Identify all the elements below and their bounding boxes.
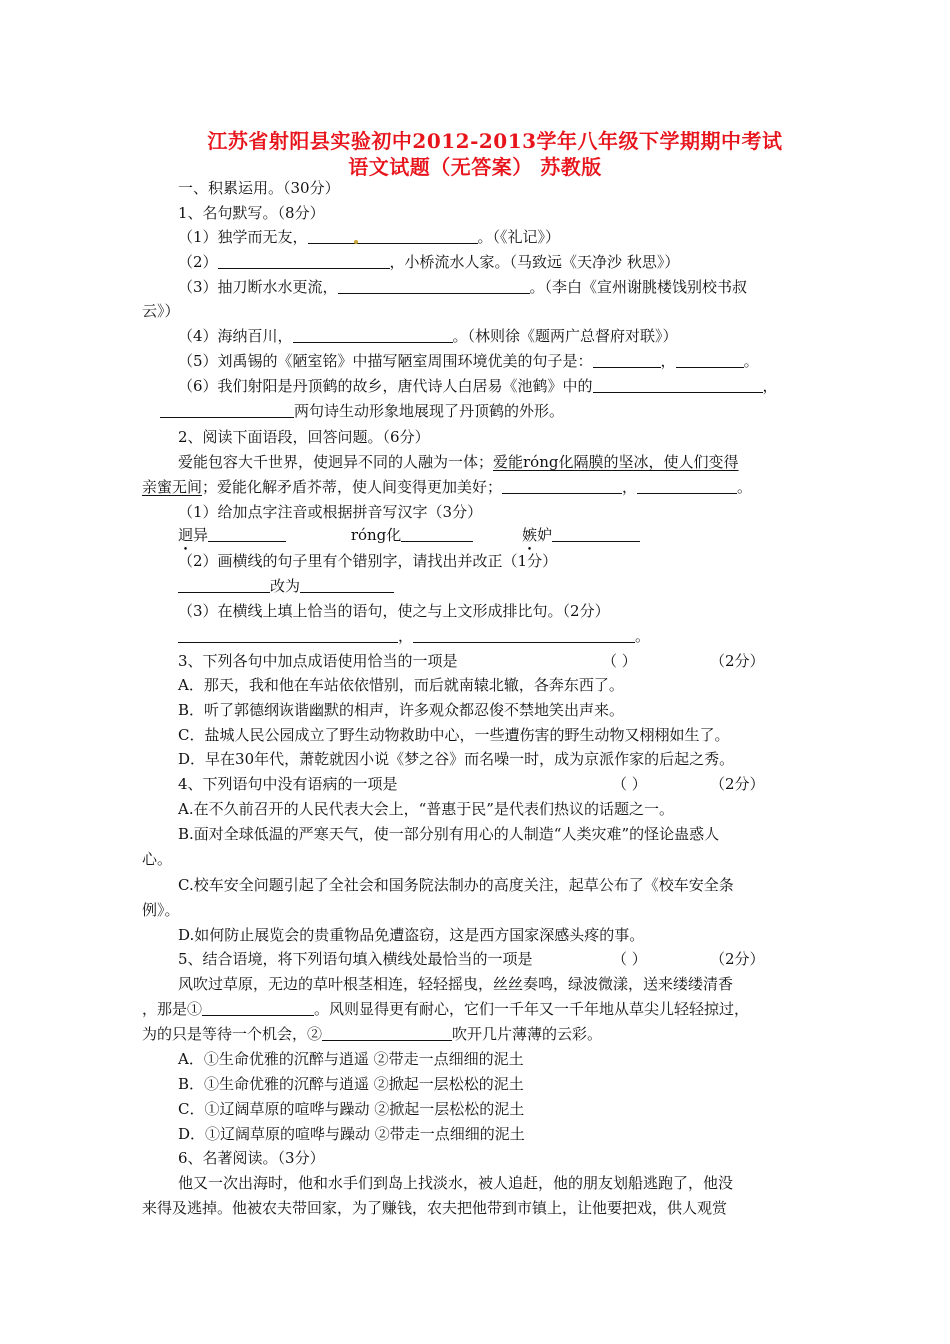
q5-option-c: C．①辽阔草原的喧哗与躁动 ②掀起一层松松的泥土 <box>178 1100 525 1118</box>
q2-sub1: （1）给加点字注音或根据拼音写汉字（3分） <box>178 503 483 521</box>
answer-blank[interactable] <box>178 627 398 643</box>
answer-blank[interactable] <box>502 478 622 494</box>
q3-heading: 3、下列各句中加点成语使用恰当的一项是 <box>178 652 458 670</box>
q1-item-4: （4）海纳百川， 。（林则徐《题两广总督府对联》） <box>178 327 678 345</box>
q1-item-3-cont: 云》） <box>142 302 180 320</box>
q4-option-c: C.校车安全问题引起了全社会和国务院法制办的高度关注，起草公布了《校车安全条 <box>178 876 734 894</box>
q5-passage-line1: 风吹过草原，无边的草叶根茎相连，轻轻摇曳，丝丝奏鸣，绿波微漾，送来缕缕清香 <box>178 975 734 993</box>
q5-answer-paren[interactable]: （ ） <box>612 950 647 968</box>
answer-blank[interactable] <box>300 577 394 593</box>
answer-blank[interactable] <box>552 526 640 542</box>
q3-score: （2分） <box>710 652 765 670</box>
answer-blank[interactable] <box>338 278 530 294</box>
q1-heading: 1、名句默写。（8分） <box>178 204 325 222</box>
q5-score: （2分） <box>710 950 765 968</box>
answer-blank[interactable] <box>293 327 453 343</box>
q5-option-b: B．①生命优雅的沉醉与逍遥 ②掀起一层松松的泥土 <box>178 1075 524 1093</box>
q2-passage-line1: 爱能包容大千世界，使迥异不同的人融为一体；爱能róng化隔膜的坚冰，使人们变得 <box>178 453 739 471</box>
q4-answer-paren[interactable]: （ ） <box>612 775 647 793</box>
underlined-sentence: 爱能róng化隔膜的坚冰，使人们变得 <box>493 453 739 471</box>
answer-blank[interactable] <box>208 526 286 542</box>
underlined-sentence-end: 亲蜜无间 <box>142 478 203 496</box>
q2-sub3: （3）在横线上填上恰当的语句，使之与上文形成排比句。（2分） <box>178 602 610 620</box>
answer-blank[interactable] <box>308 228 478 244</box>
answer-blank[interactable] <box>178 577 270 593</box>
q1-item-5: （5）刘禹锡的《陋室铭》中描写陋室周围环境优美的句子是： ， 。 <box>178 352 759 370</box>
q3-answer-paren[interactable]: （ ） <box>602 652 637 670</box>
ink-mark <box>354 240 358 244</box>
section1-heading: 一、积累运用。（30分） <box>178 179 340 197</box>
q3-option-a: A．那天，我和他在车站依依惜别，而后就南辕北辙，各奔东西了。 <box>178 676 624 694</box>
answer-blank[interactable] <box>160 402 294 418</box>
q5-passage-line3: 为的只是等待一个机会，② 吹开几片薄薄的云彩。 <box>142 1025 603 1043</box>
q1-item-6: （6）我们射阳是丹顶鹤的故乡，唐代诗人白居易《池鹤》中的 ， <box>178 377 778 395</box>
q1-item-6-cont: 两句诗生动形象地展现了丹顶鹤的外形。 <box>160 401 564 421</box>
q1-item-1: （1）独学而无友， 。（《礼记》） <box>178 228 561 246</box>
q5-heading: 5、结合语境，将下列语句填入横线处最恰当的一项是 <box>178 950 533 968</box>
q6-heading: 6、名著阅读。（3分） <box>178 1149 325 1167</box>
q6-passage-line2: 来得及逃掉。他被农夫带回家，为了赚钱，农夫把他带到市镇上，让他要把戏，供人观赏 <box>142 1199 728 1217</box>
q4-heading: 4、下列语句中没有语病的一项是 <box>178 775 398 793</box>
q1-item-3: （3）抽刀断水水更流， 。（李白《宣州谢朓楼饯别校书叔 <box>178 278 748 296</box>
answer-blank[interactable] <box>413 627 635 643</box>
answer-blank[interactable] <box>637 478 737 494</box>
answer-blank[interactable] <box>202 1000 314 1016</box>
q4-option-d: D.如何防止展览会的贵重物品免遭盗窃，这是西方国家深感头疼的事。 <box>178 926 645 944</box>
answer-blank[interactable] <box>401 526 473 542</box>
exam-title-line2: 语文试题（无答案） 苏教版 <box>348 155 602 179</box>
q2-sub2-answer: 改为 <box>178 576 394 596</box>
q5-passage-line2: ，那是① 。风则显得更有耐心，它们一千年又一千年地从草尖儿轻轻掠过， <box>142 1000 750 1018</box>
q4-score: （2分） <box>710 775 765 793</box>
q4-option-b-cont: 心。 <box>142 850 173 868</box>
q3-option-b: B．听了郭德纲诙谐幽默的相声，许多观众都忍俊不禁地笑出声来。 <box>178 701 625 719</box>
q2-heading: 2、阅读下面语段，回答问题。（6分） <box>178 428 430 446</box>
answer-blank[interactable] <box>322 1025 452 1041</box>
q2-sub3-answer: ， 。 <box>178 626 650 646</box>
q3-option-c: C．盐城人民公园成立了野生动物救助中心，一些遭伤害的野生动物又栩栩如生了。 <box>178 726 730 744</box>
q2-sub1-words: 迥异 róng化 嫉妒 <box>178 525 640 545</box>
answer-blank[interactable] <box>676 352 744 368</box>
q5-option-d: D．①辽阔草原的喧哗与躁动 ②带走一点细细的泥土 <box>178 1125 525 1143</box>
q4-option-b: B.面对全球低温的严寒天气，使一部分别有用心的人制造“人类灾难”的怪论蛊惑人 <box>178 825 720 843</box>
answer-blank[interactable] <box>593 377 763 393</box>
q1-item-2: （2） ，小桥流水人家。（马致远《天净沙 秋思》） <box>178 253 680 271</box>
answer-blank[interactable] <box>218 253 390 269</box>
q4-option-c-cont: 例》。 <box>142 901 180 919</box>
exam-title-line1: 江苏省射阳县实验初中2012-2013学年八年级下学期期中考试 <box>207 129 783 153</box>
q5-option-a: A．①生命优雅的沉醉与逍遥 ②带走一点细细的泥土 <box>178 1050 524 1068</box>
q6-passage-line1: 他又一次出海时，他和水手们到岛上找淡水，被人追赶，他的朋友划船逃跑了，他没 <box>178 1174 734 1192</box>
q4-option-a: A.在不久前召开的人民代表大会上，“普惠于民”是代表们热议的话题之一。 <box>178 800 674 818</box>
q3-option-d: D．早在30年代，萧乾就因小说《梦之谷》而名噪一时，成为京派作家的后起之秀。 <box>178 750 735 768</box>
q2-sub2: （2）画横线的句子里有个错别字，请找出并改正（1分） <box>178 552 558 570</box>
q2-passage-line2: 亲蜜无间；爱能化解矛盾芥蒂，使人间变得更加美好； ， 。 <box>142 478 753 496</box>
answer-blank[interactable] <box>593 352 661 368</box>
